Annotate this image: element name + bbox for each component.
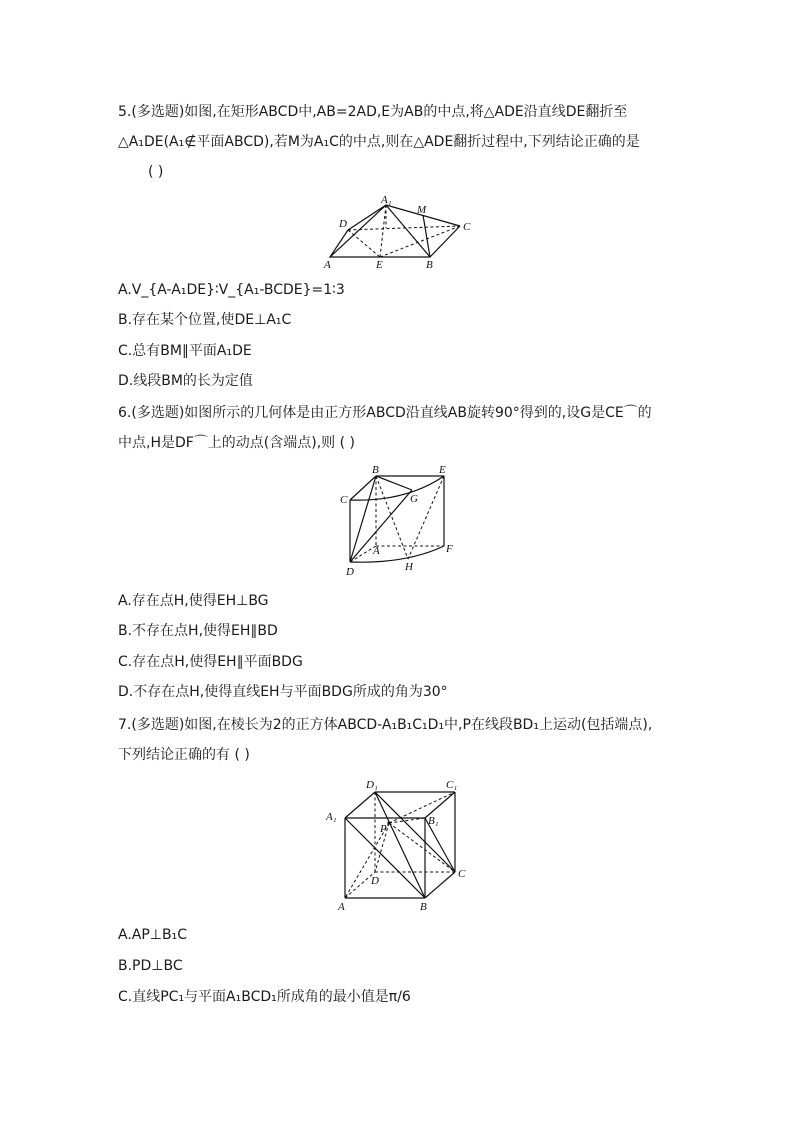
- q7-label-c1: C₁: [446, 779, 458, 791]
- q5-a1d-edge: [348, 205, 386, 230]
- q6-label-c: C: [340, 494, 348, 506]
- q7-label-d: D: [371, 875, 379, 887]
- q6-solid-figure: [336, 462, 466, 580]
- q5-label-m: M: [417, 204, 427, 216]
- q6-option-b: B.不存在点H,使得EH∥BD: [118, 623, 278, 639]
- q7-option-a: A.AP⊥B₁C: [118, 927, 187, 943]
- q7-label-c: C: [458, 868, 466, 880]
- q7-option-c: C.直线PC₁与平面A₁BCD₁所成角的最小值是π/6: [118, 989, 411, 1005]
- q6-bg-edge: [376, 476, 412, 490]
- q5-label-b: B: [426, 259, 433, 270]
- q7-label-b: B: [420, 901, 427, 913]
- q6-label-b: B: [372, 464, 379, 476]
- q7-pc-edge: [389, 823, 455, 872]
- q6-label-f: F: [446, 543, 453, 555]
- q5-option-a: A.V_{A-A₁DE}∶V_{A₁-BCDE}=1∶3: [118, 282, 345, 298]
- q5-fold-figure: [318, 192, 478, 270]
- q7-point-p: [387, 821, 390, 824]
- q6-bh-edge: [376, 476, 408, 559]
- q6-option-a: A.存在点H,使得EH⊥BG: [118, 593, 269, 609]
- q7-bc-edge: [425, 872, 455, 898]
- q6-ce-arc: [350, 476, 444, 500]
- q7-label-p: P: [380, 823, 387, 835]
- q6-label-e: E: [439, 464, 446, 476]
- q7-label-b1: B₁: [428, 815, 439, 827]
- q6-stem-line2: 中点,H是DF⌒上的动点(含端点),则 ( ): [118, 435, 356, 451]
- q6-df-arc: [350, 546, 444, 562]
- q5-label-e: E: [376, 259, 383, 270]
- q7-stem-line1: 7.(多选题)如图,在棱长为2的正方体ABCD-A₁B₁C₁D₁中,P在线段BD₁上运动(包括端点),: [118, 717, 653, 733]
- q6-option-c: C.存在点H,使得EH∥平面BDG: [118, 654, 303, 670]
- q6-label-g: G: [410, 493, 418, 505]
- q5-stem-line1: 5.(多选题)如图,在矩形ABCD中,AB=2AD,E为AB的中点,将△ADE沿直线DE翻折至: [118, 104, 628, 120]
- q7-a1d1-edge: [345, 792, 375, 818]
- q6-label-d: D: [346, 566, 354, 578]
- q6-label-a: A: [373, 545, 380, 557]
- q5-answer-paren: ( ): [148, 164, 164, 180]
- q5-option-c: C.总有BM∥平面A₁DE: [118, 343, 252, 359]
- q6-label-h: H: [405, 561, 413, 573]
- q5-label-a: A: [324, 259, 331, 270]
- q7-cube-figure: [322, 774, 474, 914]
- q5-option-d: D.线段BM的长为定值: [118, 373, 253, 389]
- q6-eh-edge: [408, 476, 444, 559]
- q7-label-a1: A₁: [326, 811, 337, 823]
- q5-a1a-edge: [330, 205, 386, 257]
- q5-label-a1: A₁: [381, 194, 392, 206]
- q5-de-edge: [348, 230, 380, 257]
- q7-label-d1: D₁: [366, 779, 378, 791]
- q5-ec-edge: [380, 226, 460, 257]
- q5-stem-line2: △A₁DE(A₁∉平面ABCD),若M为A₁C的中点,则在△ADE翻折过程中,下列结论正确的是: [118, 134, 640, 150]
- q5-option-b: B.存在某个位置,使DE⊥A₁C: [118, 312, 292, 328]
- q7-option-b: B.PD⊥BC: [118, 958, 183, 974]
- q6-option-d: D.不存在点H,使得直线EH与平面BDG所成的角为30°: [118, 684, 448, 700]
- q6-gd-edge: [350, 490, 412, 562]
- q5-a1e-edge: [380, 205, 386, 257]
- q7-label-a: A: [338, 901, 345, 913]
- q7-stem-line2: 下列结论正确的有 ( ): [118, 747, 250, 763]
- q6-stem-line1: 6.(多选题)如图所示的几何体是由正方形ABCD沿直线AB旋转90°得到的,设G是CE⌒的: [118, 405, 652, 421]
- q5-label-d: D: [339, 218, 347, 230]
- q5-label-c: C: [463, 221, 471, 233]
